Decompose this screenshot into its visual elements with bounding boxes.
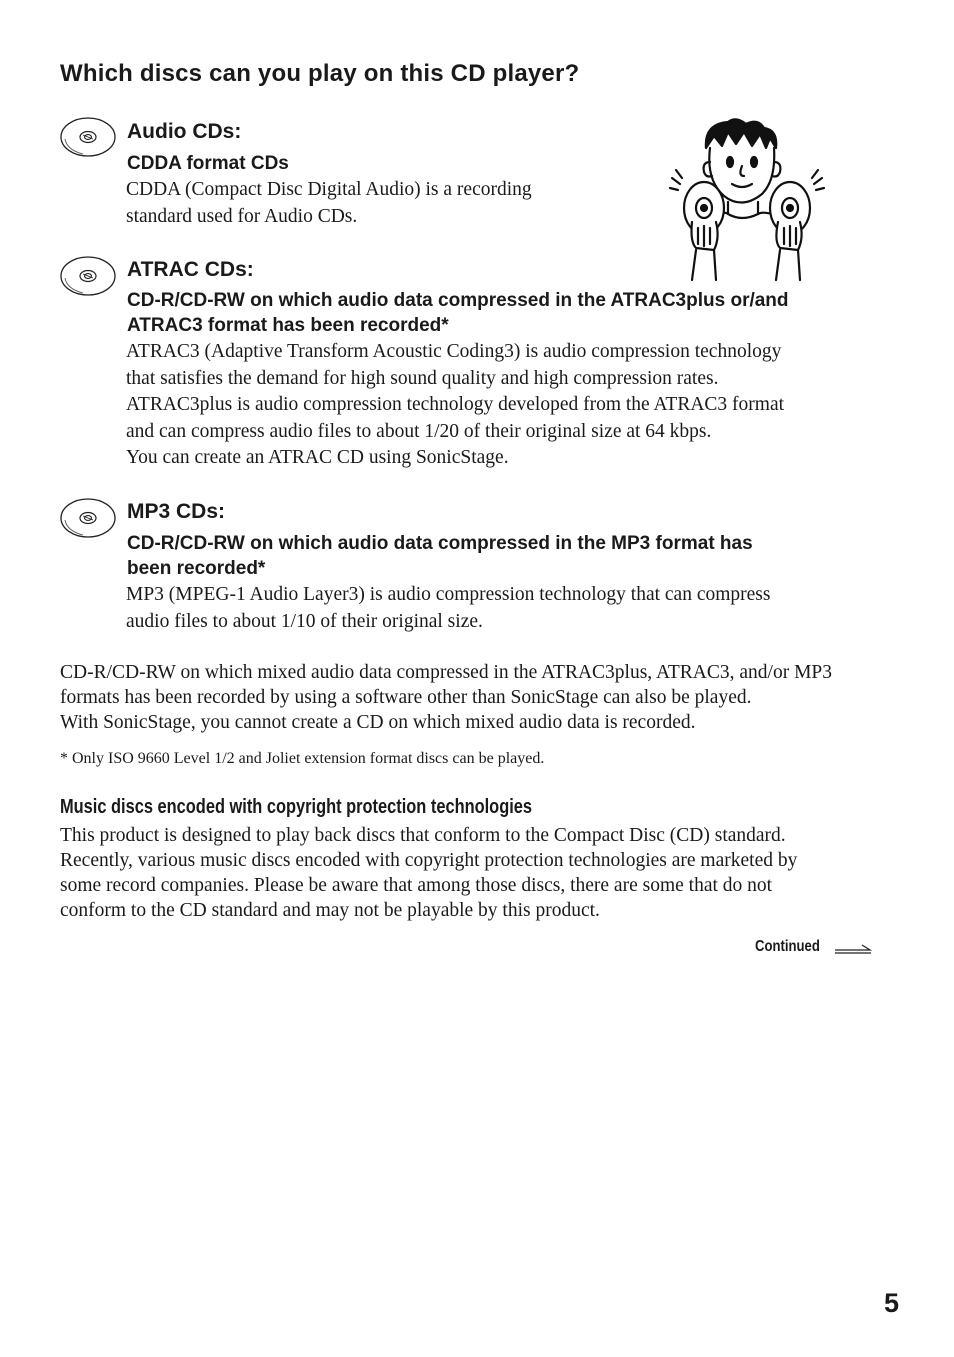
body-line: CDDA (Compact Disc Digital Audio) is a recording	[126, 179, 532, 200]
body-line: and can compress audio files to about 1/20 of their original size at 64 kbps.	[126, 420, 712, 442]
paragraph-line: CD-R/CD-RW on which mixed audio data compressed in the ATRAC3plus, ATRAC3, and/or MP3	[60, 662, 833, 683]
subheading-line: ATRAC3 format has been recorded*	[127, 315, 449, 336]
mp3-cds-heading: MP3 CDs:	[127, 500, 226, 523]
atrac-cds-subheading	[127, 288, 887, 338]
page-number: 5	[884, 1288, 900, 1318]
subheading-line: CD-R/CD-RW on which audio data compressed in the MP3 format has	[127, 533, 753, 554]
atrac-cds-heading: ATRAC CDs:	[127, 258, 254, 281]
body-line: ATRAC3 (Adaptive Transform Acoustic Coding3) is audio compression technology	[126, 341, 782, 362]
body-line: ATRAC3plus is audio compression technology developed from the ATRAC3 format	[126, 394, 785, 415]
body-line: audio files to about 1/10 of their original size.	[126, 610, 483, 632]
cd-disc-icon	[59, 497, 117, 539]
subheading-line: been recorded*	[127, 558, 266, 579]
atrac-cds-body	[126, 339, 886, 472]
paragraph-line: With SonicStage, you cannot create a CD on which mixed audio data is recorded.	[60, 712, 696, 733]
paragraph-line: Recently, various music discs encoded with copyright protection technologies are marketed by	[60, 850, 798, 871]
continued-arrow-icon	[834, 942, 872, 956]
footnote: * Only ISO 9660 Level 1/2 and Joliet extension format discs can be played.	[60, 750, 545, 767]
paragraph-line: conform to the CD standard and may not be playable by this product.	[60, 900, 600, 921]
copyright-heading: Music discs encoded with copyright protection technologies	[60, 796, 533, 818]
paragraph-line: This product is designed to play back discs that conform to the Compact Disc (CD) standard.	[60, 825, 786, 846]
paragraph-line: formats has been recorded by using a software other than SonicStage can also be played.	[60, 687, 752, 708]
mp3-cds-subheading	[127, 531, 887, 581]
page-title: Which discs can you play on this CD player?	[60, 60, 580, 87]
body-line: You can create an ATRAC CD using SonicStage.	[126, 447, 509, 468]
paragraph-line: some record companies. Please be aware that among those discs, there are some that do not	[60, 875, 773, 896]
cd-disc-icon	[59, 255, 117, 297]
body-line: that satisfies the demand for high sound quality and high compression rates.	[126, 367, 719, 389]
copyright-body	[60, 823, 890, 923]
body-line: standard used for Audio CDs.	[126, 205, 358, 227]
audio-cds-subheading: CDDA format CDs	[127, 153, 289, 174]
audio-cds-heading: Audio CDs:	[127, 120, 242, 143]
mp3-cds-body	[126, 582, 886, 635]
mixed-audio-paragraph	[60, 660, 890, 735]
continued-label: Continued	[755, 938, 820, 955]
body-line: MP3 (MPEG-1 Audio Layer3) is audio compression technology that can compress	[126, 584, 771, 605]
cd-disc-icon	[59, 116, 117, 158]
subheading-line: CD-R/CD-RW on which audio data compressed in the ATRAC3plus or/and	[127, 290, 789, 311]
audio-cds-body	[126, 177, 886, 230]
